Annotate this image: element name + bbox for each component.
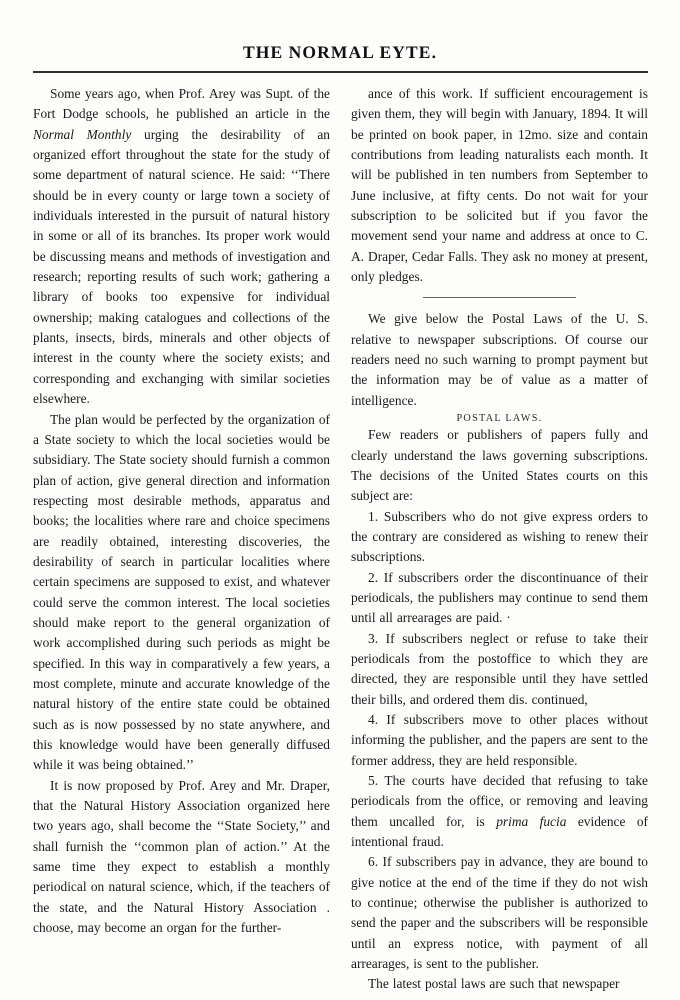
paragraph-postal-law-1: 1. Subscribers who do not give express orders to the contrary are considered as wishing to renew their subscriptions. bbox=[351, 508, 648, 565]
right-column-postal-paragraphs bbox=[351, 425, 648, 995]
paragraph-postal-law-2: 2. If subscribers order the discontinuance of their periodicals, the publishers may continue to send them until all arrearages are paid. · bbox=[351, 569, 648, 626]
paragraph-postal-law-6: 6. If subscribers pay in advance, they are bound to give notice at the end of the time if they do not wish to continue; otherwise the publisher is authorized to send the paper and the subscribers will be responsible until an express notice, with payment of all arrearages, is sent to the publisher. bbox=[351, 854, 648, 972]
page-title: THE NORMAL EYTE. bbox=[242, 42, 438, 62]
paragraph-natural-history-association: It is now proposed by Prof. Arey and Mr. Draper, that the Natural History Association organized here two years ago, shall become the ‘‘State Society,’’ and shall furnish the ‘‘common plan of action.’’ At the same time they expect to establish a monthly periodical on natural science, which, if the teachers of the state, and the Natural History Association . choose, may become an organ for the further- bbox=[33, 777, 330, 936]
paragraph-postal-closing: The latest postal laws are such that newspaper bbox=[368, 976, 620, 992]
section-divider-rule bbox=[423, 297, 576, 298]
paragraph-state-society-plan: The plan would be perfected by the organization of a State society to which the local societies would be subsidiary. The State society should furnish a common plan of action, give general direction and information respecting most desirable methods, apparatus and books; the localities where rare and choice specimens are readily obtained, interesting discoveries, the desirability of search in particular localities where certain specimens are supposed to exist, and whatever could serve the common interest. The local societies should make report to the general organization of work accomplished during such periods as might be specified. In this way in comparatively a few years, a most complete, minute and accurate knowledge of the natural history of the entire state could be obtained such as is now possessed by no state anywhere, and this knowledge would have been generally diffused while it was being obtained.’’ bbox=[33, 411, 330, 773]
left-column-paragraphs bbox=[33, 84, 330, 938]
italic-phrase: Normal Monthly bbox=[33, 126, 132, 142]
right-column bbox=[351, 84, 648, 992]
italic-phrase: prima fucia bbox=[496, 813, 567, 829]
masthead-rule bbox=[33, 71, 648, 73]
right-column-paragraphs-top bbox=[351, 84, 648, 287]
paragraph-subscription-appeal: ance of this work. If sufficient encouragement is given them, they will begin with January, 1894. It will be printed on book paper, in 12mo. size and contain contributions from leading naturalists each month. It will be published in ten numbers from September to June inclusive, at fifty cents. Do not wait for your subscription to be solicited but if you favor the movement send your name and address at once to C. A. Draper, Cedar Falls. They ask no money at present, only pledges. bbox=[351, 86, 648, 285]
paragraph-postal-law-4: 4. If subscribers move to other places without informing the publisher, and the papers are sent to the former address, they are held responsible. bbox=[351, 711, 648, 768]
left-column bbox=[33, 84, 330, 964]
paragraph-postal-law-5: 5. The courts have decided that refusing to take periodicals from the office, or removing and leaving them uncalled for, is prima fucia evidence of intentional fraud. bbox=[351, 773, 648, 850]
masthead bbox=[0, 42, 680, 63]
paragraph-postal-law-3: 3. If subscribers neglect or refuse to take their periodicals from the postoffice to which they are directed, they are responsible until they have settled their bills, and ordered them dis. continued, bbox=[351, 630, 648, 707]
two-column-body bbox=[33, 84, 648, 992]
paragraph-postal-laws-intro: We give below the Postal Laws of the U. S. relative to newspaper subscriptions. Of course our readers need no such warning to prompt payment but the information may be of value as a matter of intelligence. bbox=[351, 311, 648, 408]
paragraph-postal-preamble: Few readers or publishers of papers fully and clearly understand the laws governing subscriptions. The decisions of the United States courts on this subject are: bbox=[351, 427, 648, 504]
right-column-paragraphs-postal-intro bbox=[351, 309, 648, 411]
section-heading-postal-laws: POSTAL LAWS. bbox=[456, 413, 543, 425]
paragraph-arey-proposal: Some years ago, when Prof. Arey was Supt. of the Fort Dodge schools, he published an article in the Normal Monthly urging the desirability of an organized effort throughout the state for the study of some department of natural science. He said: ‘‘There should be in every county or large town a society of individuals interested in the pursuit of natural history in some or all of its branches. Its proper work would be discussing means and methods of investigation and research; reporting results of such work; gathering a library of books too expensive for individual ownership; making catalogues and collections of the plants, insects, birds, minerals and other objects of interest in the county where the society exists; and corresponding and exchanging with similar societies elsewhere. bbox=[33, 86, 331, 407]
